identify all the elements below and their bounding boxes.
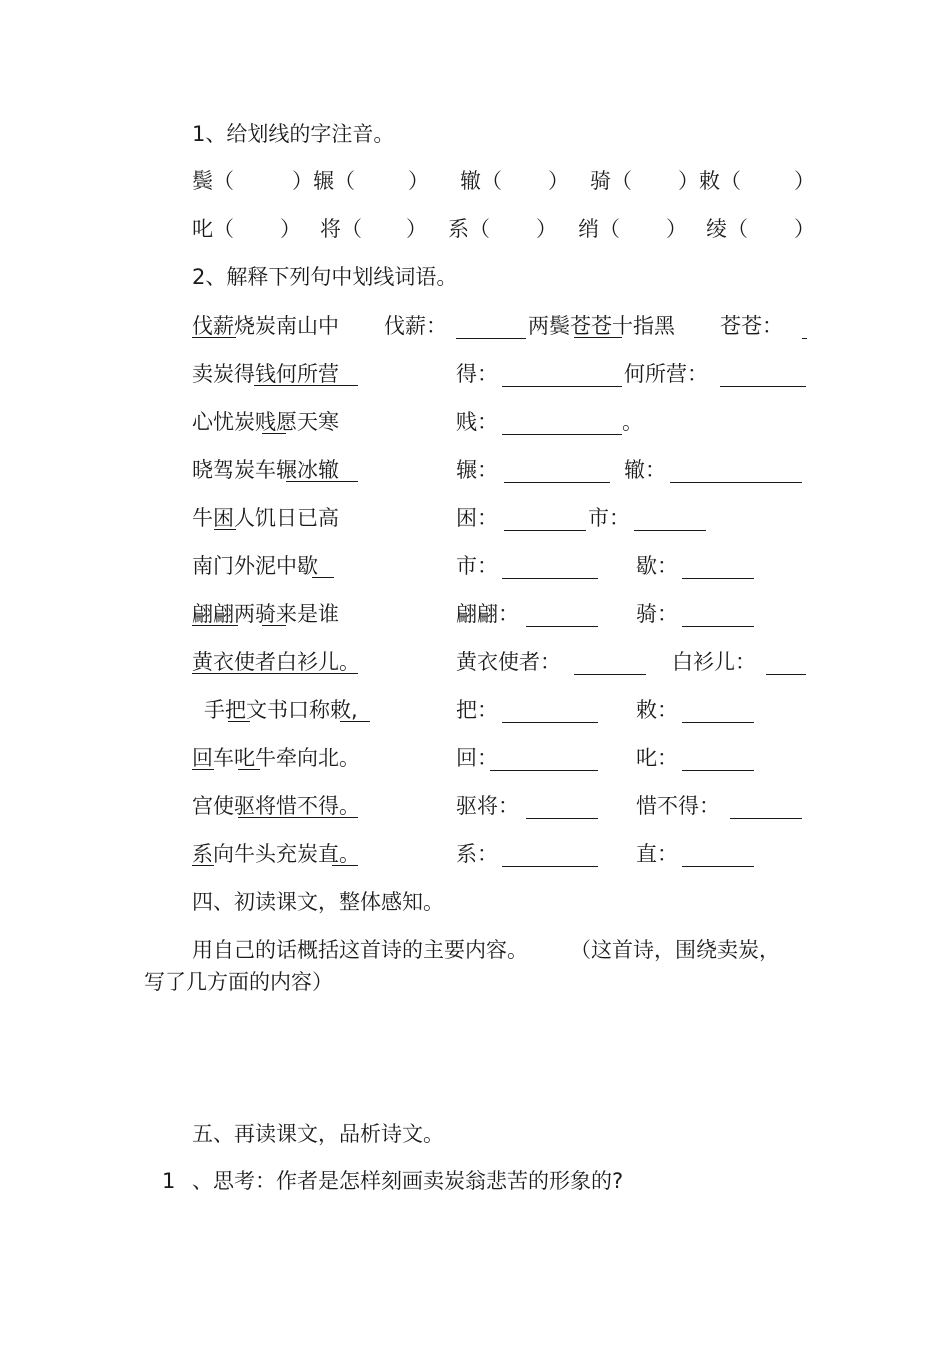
term-label: 惜不得： — [636, 794, 720, 818]
term-label: 贱： — [456, 410, 498, 434]
poem-line: 手把文书口称敕, — [204, 698, 358, 722]
poem-line: 两鬓苍苍十指黑 — [528, 314, 675, 338]
poem-line: 黄衣使者白衫儿。 — [192, 650, 360, 674]
section1-title: 1、给划线的字注音。 — [192, 122, 395, 146]
answer-blank[interactable] — [682, 866, 754, 867]
term-label: 敕： — [636, 698, 678, 722]
char-jiang: 将（ — [320, 217, 362, 241]
term-label: 苍苍： — [720, 314, 783, 338]
section4-prompt-cont: 写了几方面的内容） — [144, 970, 333, 994]
poem-line: 牛困人饥日已高 — [192, 506, 339, 530]
term-label: 辙： — [624, 458, 666, 482]
answer-blank[interactable] — [502, 578, 598, 579]
paren-close: ） — [548, 169, 569, 193]
char-bin: 鬓（ — [192, 169, 234, 193]
answer-blank[interactable] — [682, 722, 754, 723]
end-mark: 。 — [622, 410, 643, 434]
section4-hint: （这首诗，围绕卖炭， — [570, 938, 780, 962]
answer-blank[interactable] — [502, 386, 622, 387]
poem-line: 伐薪烧炭南山中 — [192, 314, 339, 338]
answer-blank[interactable] — [730, 818, 802, 819]
answer-blank[interactable] — [502, 434, 622, 435]
term-label: 把： — [456, 698, 498, 722]
section2-title: 2、解释下列句中划线词语。 — [192, 265, 458, 289]
answer-blank[interactable] — [720, 386, 806, 387]
answer-blank[interactable] — [682, 770, 754, 771]
paren-close: ） — [794, 169, 815, 193]
question-number: 1 — [162, 1169, 176, 1193]
answer-blank[interactable] — [456, 338, 526, 339]
term-label: 系： — [456, 842, 498, 866]
char-qi: 骑（ — [590, 169, 632, 193]
poem-line: 回车叱牛牵向北。 — [192, 746, 360, 770]
paren-close: ） — [666, 217, 687, 241]
term-label: 何所营： — [624, 362, 708, 386]
answer-blank[interactable] — [682, 578, 754, 579]
term-label: 得： — [456, 362, 498, 386]
term-label: 白衫儿： — [672, 650, 756, 674]
char-nian: ）辗（ — [292, 169, 355, 193]
term-label: 骑： — [636, 602, 678, 626]
char-chi: 叱（ — [192, 217, 234, 241]
answer-blank[interactable] — [802, 338, 807, 339]
poem-line: 系向牛头充炭直。 — [192, 842, 360, 866]
answer-blank[interactable] — [504, 530, 586, 531]
paren-close: ） — [408, 169, 429, 193]
term-label: 直： — [636, 842, 678, 866]
term-label: 叱： — [636, 746, 678, 770]
paren-close: ） — [280, 217, 301, 241]
paren-close: ） — [536, 217, 557, 241]
char-xiao: 绡（ — [578, 217, 620, 241]
term-label: 市： — [456, 554, 498, 578]
term-label: 市： — [588, 506, 630, 530]
term-label: 回： — [456, 746, 498, 770]
section4-title: 四、初读课文，整体感知。 — [192, 890, 444, 914]
answer-blank[interactable] — [490, 770, 598, 771]
paren-close: ） — [406, 217, 427, 241]
answer-blank[interactable] — [682, 626, 754, 627]
term-label: 驱将： — [456, 794, 519, 818]
term-label: 困： — [456, 506, 498, 530]
term-label: 黄衣使者： — [456, 650, 561, 674]
poem-line: 翩翩两骑来是谁 — [192, 602, 339, 626]
term-label: 歇： — [636, 554, 678, 578]
char-ling: 绫（ — [706, 217, 748, 241]
answer-blank[interactable] — [574, 674, 646, 675]
char-zhe: 辙（ — [460, 169, 502, 193]
answer-blank[interactable] — [766, 674, 806, 675]
section5-title: 五、再读课文，品析诗文。 — [192, 1122, 444, 1146]
question-text: 、思考：作者是怎样刻画卖炭翁悲苦的形象的? — [192, 1169, 624, 1193]
term-label: 翩翩： — [456, 602, 519, 626]
term-label: 辗： — [456, 458, 498, 482]
answer-blank[interactable] — [670, 482, 802, 483]
answer-blank[interactable] — [526, 818, 598, 819]
answer-blank[interactable] — [634, 530, 706, 531]
answer-blank[interactable] — [502, 722, 598, 723]
poem-line: 宫使驱将惜不得。 — [192, 794, 360, 818]
paren-close: ） — [794, 217, 815, 241]
poem-line: 南门外泥中歇 — [192, 554, 318, 578]
char-chi-decree: ）敕（ — [678, 169, 741, 193]
answer-blank[interactable] — [502, 866, 598, 867]
section4-prompt: 用自己的话概括这首诗的主要内容。 — [192, 938, 528, 962]
answer-blank[interactable] — [526, 626, 598, 627]
poem-line: 卖炭得钱何所营 — [192, 362, 339, 386]
answer-blank[interactable] — [504, 482, 610, 483]
poem-line: 晓驾炭车辗冰辙 — [192, 458, 339, 482]
poem-line: 心忧炭贱愿天寒 — [192, 410, 339, 434]
term-label: 伐薪： — [384, 314, 447, 338]
char-xi: 系（ — [448, 217, 490, 241]
